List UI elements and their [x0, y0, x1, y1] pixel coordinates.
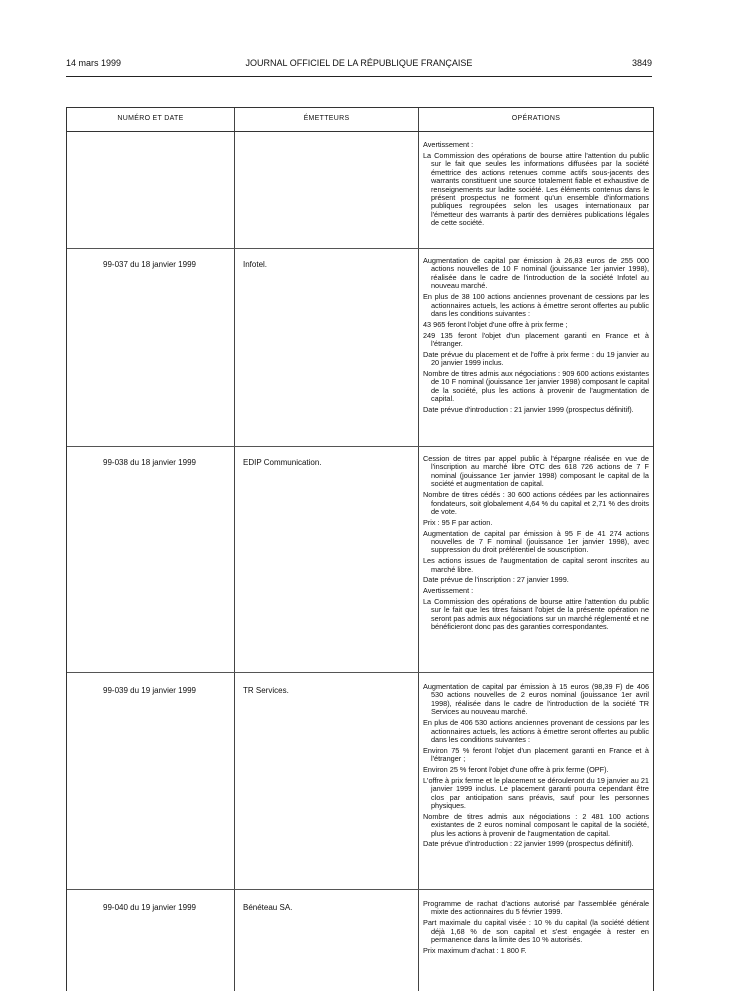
operation-line: Date prévue de l'inscription : 27 janvier 1999.	[423, 575, 569, 585]
operation-line: Programme de rachat d'actions autorisé par l'assemblée générale mixte des actionnaires du 5 février 1999.	[423, 899, 649, 917]
operation-line: Environ 75 % feront l'objet d'un placement garanti en France et à l'étranger ;	[423, 745, 649, 764]
operation-line: Nombre de titres cédés : 30 600 actions cédées par les actionnaires fondateurs, soit globalement 4,64 % du capital et 2,71 % des droits de vote.	[423, 490, 649, 517]
header-rule	[66, 76, 652, 77]
operation-line: 249 135 feront l'objet d'un placement garanti en France et à l'étranger.	[423, 330, 649, 348]
operation-line: Nombre de titres admis aux négociations : 909 600 actions existantes de 10 F nominal (jouissance 1er janvier 1998) composant le capital de la société, plus les actions à provenir de l'augmentation de capital.	[423, 368, 649, 404]
operations-table	[66, 107, 654, 991]
row-separator	[67, 446, 653, 447]
operation-line: Avertissement :	[423, 586, 474, 596]
row-separator	[67, 248, 653, 249]
operation-line: Part maximale du capital visée : 10 % du capital (la société détient déjà 1,68 % de son capital et s'est engagée à rester en permanence dans la limite des 10 % autorisés.	[423, 918, 649, 945]
row-3-operations	[423, 683, 649, 851]
operation-line: Prix : 95 F par action.	[423, 517, 493, 527]
column-header-number: NUMÉRO ET DATE	[117, 115, 184, 122]
operation-line: La Commission des opérations de bourse attire l'attention du public sur le fait que les titres faisant l'objet de la présente opération ne seront pas admis aux négociations sur un marché réglementé et ne bénéficieront donc pas des garanties correspondantes.	[423, 596, 649, 632]
row-0-operations	[423, 141, 649, 230]
page-header	[66, 58, 652, 72]
issue-date: 14 mars 1999	[66, 58, 122, 68]
operation-line: Avertissement :	[423, 140, 474, 149]
journal-title: JOURNAL OFFICIEL DE LA RÉPUBLIQUE FRANÇAISE	[245, 58, 473, 68]
row-1-issuer: Infotel.	[243, 260, 268, 269]
row-2-issuer: EDIP Communication.	[243, 458, 322, 467]
operation-line: En plus de 38 100 actions anciennes provenant de cessions par les actionnaires actuels, les actions à émettre seront offertes au public dans les conditions suivantes :	[423, 292, 649, 319]
row-4-issuer: Bénéteau SA.	[243, 903, 293, 912]
column-header-operations: OPÉRATIONS	[511, 115, 561, 122]
row-3-number: 99-039 du 19 janvier 1999	[103, 686, 196, 695]
row-1-number: 99-037 du 18 janvier 1999	[103, 260, 196, 269]
row-2-operations	[423, 455, 649, 634]
row-4-number: 99-040 du 19 janvier 1999	[103, 903, 196, 912]
row-separator	[67, 889, 653, 890]
column-divider	[418, 108, 419, 991]
operation-line: Cession de titres par appel public à l'épargne réalisée en vue de l'inscription au marché libre OTC des 618 726 actions de 7 F nominal (jouissance 1er janvier 1998) composant le capital de la société et augmentation de capital.	[423, 454, 649, 489]
operation-line: Les actions issues de l'augmentation de capital seront inscrites au marché libre.	[423, 556, 649, 574]
column-header-issuers: ÉMETTEURS	[303, 115, 350, 122]
operation-line: Augmentation de capital par émission à 26,83 euros de 255 000 actions nouvelles de 10 F nominal (jouissance 1er janvier 1998), réalisée dans le cadre de l'introduction de la société Infotel au nouveau marché.	[423, 256, 649, 291]
row-separator	[67, 672, 653, 673]
operation-line: Augmentation de capital par émission à 95 F de 41 274 actions nouvelles de 7 F nominal (jouissance 1er janvier 1998), avec suppression du droit préférentiel de souscription.	[423, 528, 649, 555]
operation-line: Prix maximum d'achat : 1 800 F.	[423, 945, 527, 955]
operation-line: L'offre à prix ferme et le placement se dérouleront du 19 janvier au 21 janvier 1999 inclus. Le placement garanti pourra cependant être clos par anticipation sans préavis, sauf pour les personnes physiques.	[423, 775, 649, 811]
operation-line: Augmentation de capital par émission à 15 euros (98,39 F) de 406 530 actions nouvelles de 2 euros nominal (jouissance 1er avril 1998), réalisée dans le cadre de l'introduction de la société TR Services au nouveau marché.	[423, 682, 649, 717]
operation-line: 43 965 feront l'objet d'une offre à prix ferme ;	[423, 319, 568, 329]
operation-line: Date prévue d'introduction : 21 janvier 1999 (prospectus définitif).	[423, 405, 634, 415]
operation-line: Nombre de titres admis aux négociations : 2 481 100 actions existantes de 2 euros nominal composant le capital de la société, plus les actions à provenir de l'augmentation de capital.	[423, 811, 649, 838]
row-3-issuer: TR Services.	[243, 686, 289, 695]
table-header	[67, 108, 653, 132]
row-1-operations	[423, 257, 649, 417]
column-divider	[234, 108, 235, 991]
row-4-operations	[423, 900, 649, 958]
operation-line: La Commission des opérations de bourse attire l'attention du public sur le fait que seules les informations diffusées par la société émettrice des actions retenues comme actifs sous-jacents des warrants constituent une source totalement fiable et exhaustive de renseignements sur ladite société. Les éléments contenus dans le présent prospectus ne forment qu'un ensemble d'informations publiques regroupées selon les usages internationaux par l'émetteur des warrants à partir des dernières publications légales de cette société.	[423, 150, 649, 228]
operation-line: Environ 25 % feront l'objet d'une offre à prix ferme (OPF).	[423, 764, 609, 774]
operation-line: Date prévue du placement et de l'offre à prix ferme : du 19 janvier au 20 janvier 1999 inclus.	[423, 349, 649, 368]
operation-line: En plus de 406 530 actions anciennes provenant de cessions par les actionnaires actuels, les actions à émettre seront offertes au public dans les conditions suivantes :	[423, 718, 649, 745]
page-number: 3849	[631, 58, 652, 68]
operation-line: Date prévue d'introduction : 22 janvier 1999 (prospectus définitif).	[423, 839, 634, 849]
row-2-number: 99-038 du 18 janvier 1999	[103, 458, 196, 467]
